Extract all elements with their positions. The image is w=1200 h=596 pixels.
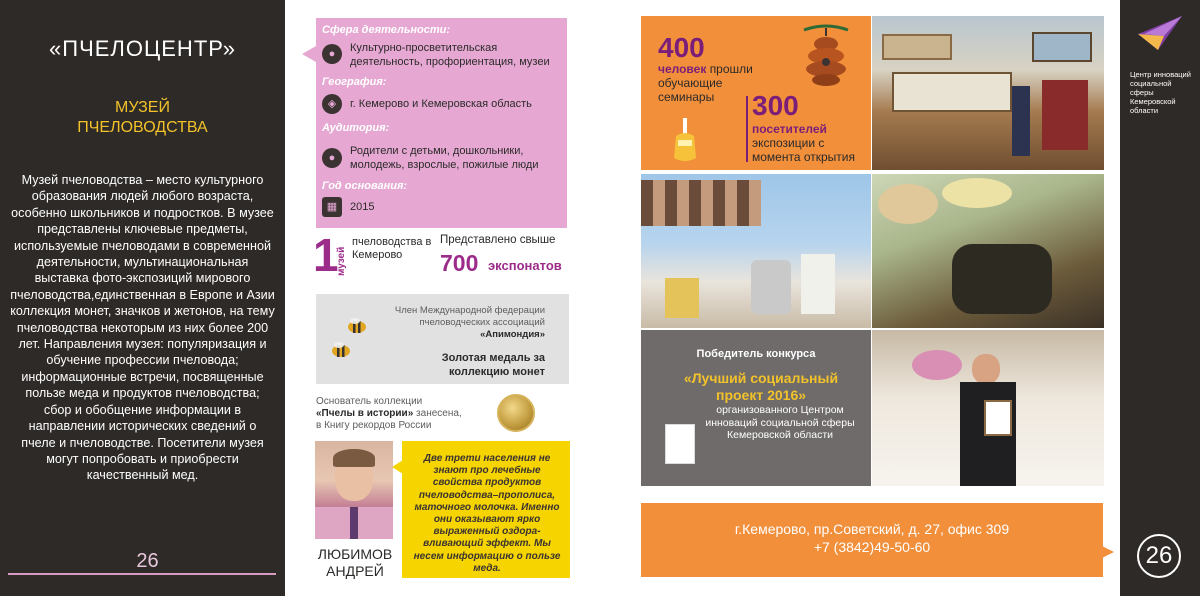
founded-label: Год основания:	[322, 180, 408, 192]
museums-word: музей	[336, 246, 347, 276]
left-panel	[0, 0, 285, 596]
beekeepers-photo	[872, 174, 1104, 328]
geography-label: География:	[322, 76, 387, 88]
man-face	[972, 354, 1000, 384]
honey-jar-icon	[670, 116, 700, 164]
exhibits-count: 700	[440, 250, 479, 276]
stats-divider	[746, 96, 748, 162]
left-page-number: 26	[136, 550, 159, 572]
people-word: человек	[658, 62, 707, 76]
visitor-text	[752, 122, 862, 164]
apimondia-text	[360, 305, 545, 341]
museums-description: пчеловодства в Кемерово	[352, 236, 432, 261]
museum-interior-photo	[872, 16, 1104, 170]
wall-painting-2	[1032, 32, 1092, 62]
gold-medal-text: Золотая медаль за коллекцию монет	[441, 352, 545, 378]
audience-label: Аудитория:	[322, 122, 390, 134]
founder-firstname: АНДРЕЙ	[326, 563, 384, 579]
founded-year: 2015	[350, 201, 375, 213]
hive-box	[801, 254, 835, 314]
beekeeper-hat	[878, 184, 938, 224]
portrait-hair	[333, 449, 375, 467]
activity-text: Культурно-просветительская деятельность, профориентация, музеи	[350, 42, 550, 68]
wall-painting	[882, 34, 952, 60]
center-logo-icon	[1134, 12, 1186, 54]
exhibits-word: экспонатов	[488, 258, 562, 273]
record-text	[316, 396, 496, 432]
winner-heading: Победитель конкурса	[696, 348, 816, 360]
exhibition-room-photo	[641, 174, 871, 328]
quote-text: Две трети населения не знают про лечебные свойства продуктов пчеловодства–прополиса, маточного молочка. Именно они оказывают ярко выраженный оздора-вливающий эффект. Мы несем информацию о пользе меда.	[413, 453, 561, 574]
award-diploma	[984, 400, 1012, 436]
seminar-count: 400	[658, 32, 705, 63]
contact-card	[641, 503, 1103, 577]
honey-extractor	[751, 260, 791, 314]
record-medal-icon	[497, 394, 535, 432]
founder-surname: ЛЮБИМОВ	[317, 546, 393, 562]
certificate-icon	[665, 424, 695, 464]
passed-word: прошли	[709, 62, 753, 76]
globe-icon: ◈	[322, 94, 342, 114]
contest-winner-card	[641, 330, 871, 486]
audience-text: Родители с детьми, дошкольники, молодежь, взрослые, пожилые люди	[350, 145, 539, 171]
calendar-icon: ▦	[322, 197, 342, 217]
winner-organizer: организованного Центром инноваций социальной сферы Кемеровской области	[705, 404, 855, 441]
display-case	[892, 72, 1012, 112]
record-line-1: Основатель коллекции	[316, 396, 423, 407]
seminars-word: обучающие семинары	[658, 76, 723, 104]
record-line-2: занесена,	[416, 408, 462, 419]
bee-swarm	[952, 244, 1052, 314]
beehive-icon	[800, 24, 852, 88]
right-page-number: 26	[1137, 534, 1181, 578]
beekeeper-hat-2	[942, 178, 1012, 208]
museum-org-title: «ПЧЕЛОЦЕНТР»	[49, 36, 236, 61]
man-figure	[1012, 86, 1030, 156]
yellow-hive	[665, 278, 699, 318]
bee-icon-2	[330, 342, 352, 358]
hive-model	[1042, 80, 1088, 150]
left-divider	[8, 573, 276, 575]
visitors-since: экспозиции с момента открытия	[752, 136, 855, 164]
subtitle-line-2: ПЧЕЛОВОДСТВА	[77, 119, 208, 136]
exhibits-intro: Представлено свыше	[440, 234, 556, 246]
portrait-tie	[350, 507, 358, 539]
geography-text: г. Кемерово и Кемеровская область	[350, 98, 532, 110]
subtitle-line-1: МУЗЕЙ	[115, 99, 170, 116]
flowers	[912, 350, 962, 380]
museums-count: 1	[313, 229, 339, 281]
record-collection-name: «Пчелы в истории»	[316, 408, 414, 419]
museums-word-vertical	[336, 236, 348, 278]
people-icon: ●	[322, 44, 342, 64]
apimondia-desc: Член Международной федерации пчеловодческих ассоциаций	[394, 305, 545, 328]
winner-project-title: «Лучший социальный проект 2016»	[683, 370, 839, 403]
audience-icon: ●	[322, 148, 342, 168]
apimondia-name: «Апимондия»	[480, 329, 545, 340]
address-text: г.Кемерово, пр.Советский, д. 27, офис 309	[734, 521, 1010, 537]
record-line-3: в Книгу рекордов России	[316, 420, 432, 431]
seminar-text	[658, 62, 753, 104]
visitors-word: посетителей	[752, 122, 827, 136]
award-ceremony-photo	[872, 330, 1104, 486]
founder-portrait	[315, 441, 393, 539]
center-name: Центр инноваций социальной сферы Кемеровской области	[1130, 70, 1191, 115]
activity-label: Сфера деятельности:	[322, 24, 450, 36]
museum-description: Музей пчеловодства – место культурного образования людей любого возраста, особенно школьников и подростков. В музее представлены ключевые предметы, используемые пчеловодами в современной деятельности, мультинациональная выставка фото-экспозиций мирового пчеловодства,единственная в Европе и Азии коллекция монет, значков и жетонов, на тему пчеловодства некоторым из них более 200 лет. Направления музея: популяризация и обучение профессии пчеловода; информационные встречи, посвященные пользе меда и продуктов пчеловодства; сбор и обобщение информации в направлении исторических сведений о пчеле и пчеловодстве. Посетители музея могут попробовать и приобрести качественный мед.	[10, 173, 275, 483]
founder-name	[311, 546, 399, 580]
contact-pointer	[1100, 545, 1114, 559]
visitor-count: 300	[752, 90, 799, 121]
pink-card-pointer	[302, 46, 316, 62]
museum-subtitle	[0, 98, 285, 138]
phone-text: +7 (3842)49-50-60	[813, 539, 931, 555]
photo-wall	[641, 180, 761, 226]
